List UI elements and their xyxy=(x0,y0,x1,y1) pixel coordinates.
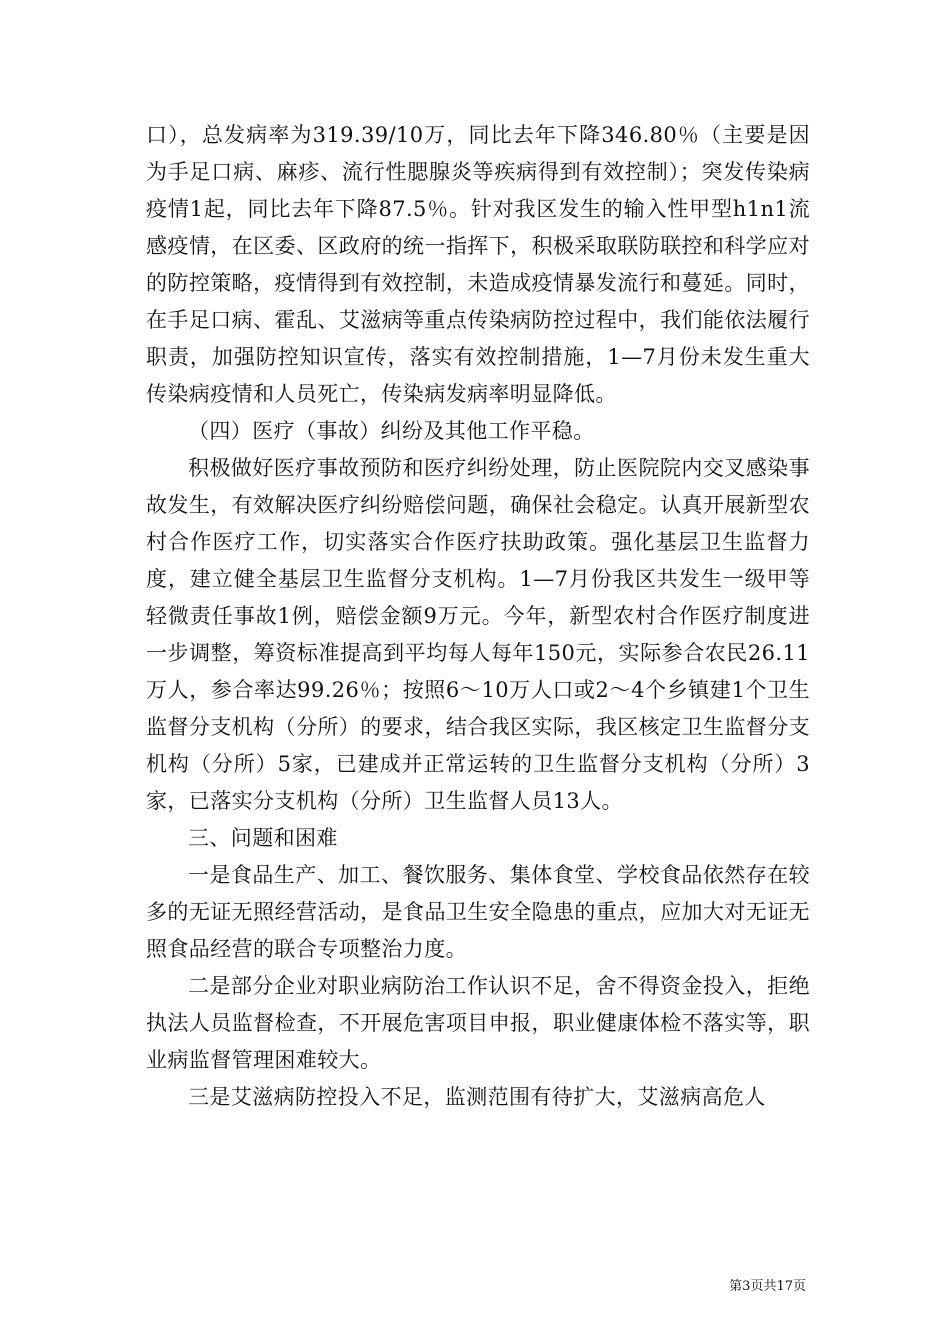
page-number-footer: 第3页共17页 xyxy=(729,1279,806,1294)
section-heading-problems: 三、问题和困难 xyxy=(188,826,338,850)
document-body xyxy=(146,117,810,1116)
paragraph-infectious-disease: 口），总发病率为319.39/10万，同比去年下降346.80％（主要是因为手足口病、麻疹、流行性腮腺炎等疾病得到有效控制）；突发传染病疫情1起，同比去年下降87.5％。针对我区发生的输入性甲型h1n1流感疫情，在区委、区政府的统一指挥下，积极采取联防联控和科学应对的防控策略，疫情得到有效控制，未造成疫情暴发流行和蔓延。同时，在手足口病、霍乱、艾滋病等重点传染病防控过程中，我们能依法履行职责，加强防控知识宣传，落实有效控制措施，1—7月份未发生重大传染病疫情和人员死亡，传染病发病率明显降低。 xyxy=(146,123,810,406)
paragraph-problem-occupational-disease: 二是部分企业对职业病防治工作认识不足，舍不得资金投入，拒绝执法人员监督检查，不开展危害项目申报，职业健康体检不落实等，职业病监督管理困难较大。 xyxy=(146,974,810,1072)
paragraph-problem-food-safety: 一是食品生产、加工、餐饮服务、集体食堂、学校食品依然存在较多的无证无照经营活动，是食品卫生安全隐患的重点，应加大对无证无照食品经营的联合专项整治力度。 xyxy=(146,863,810,961)
section-heading-medical-disputes: （四）医疗（事故）纠纷及其他工作平稳。 xyxy=(188,419,595,443)
paragraph-medical-disputes: 积极做好医疗事故预防和医疗纠纷处理，防止医院院内交叉感染事故发生，有效解决医疗纠纷赔偿问题，确保社会稳定。认真开展新型农村合作医疗工作，切实落实合作医疗扶助政策。强化基层卫生监督力度，建立健全基层卫生监督分支机构。1—7月份我区共发生一级甲等轻微责任事故1例，赔偿金额9万元。今年，新型农村合作医疗制度进一步调整，筹资标准提高到平均每人每年150元，实际参合农民26.11万人，参合率达99.26％；按照6～10万人口或2～4个乡镇建1个卫生监督分支机构（分所）的要求，结合我区实际，我区核定卫生监督分支机构（分所）5家，已建成并正常运转的卫生监督分支机构（分所）3家，已落实分支机构（分所）卫生监督人员13人。 xyxy=(146,456,810,813)
paragraph-problem-aids: 三是艾滋病防控投入不足，监测范围有待扩大，艾滋病高危人 xyxy=(188,1085,766,1109)
